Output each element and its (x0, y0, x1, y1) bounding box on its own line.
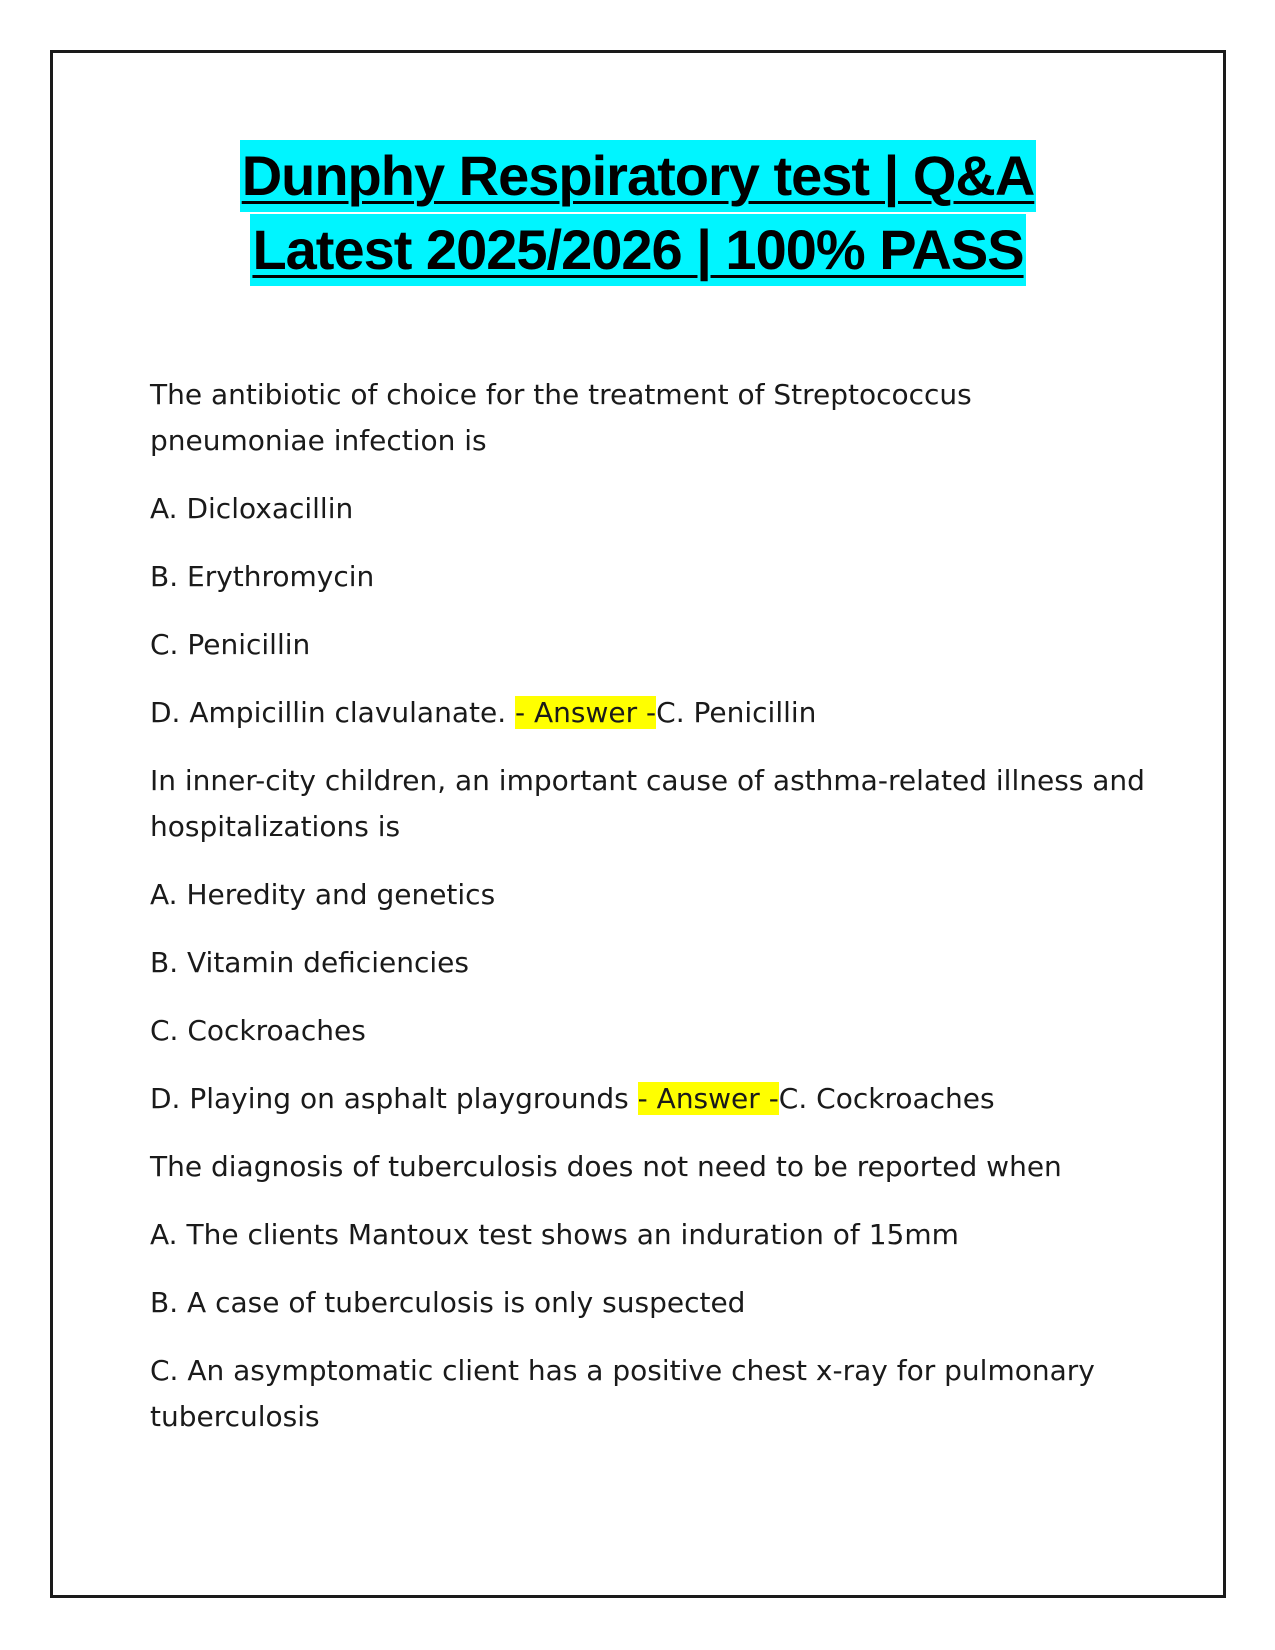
question-option-with-answer (150, 1076, 1150, 1122)
option-text: D. Ampicillin clavulanate. (150, 696, 507, 729)
question-option: B. A case of tuberculosis is only suspected (150, 1286, 746, 1319)
answer-text: C. Cockroaches (778, 1082, 995, 1115)
question-stem: The diagnosis of tuberculosis does not need to be reported when (150, 1150, 1062, 1183)
answer-text: C. Penicillin (656, 696, 817, 729)
question-option: A. Dicloxacillin (150, 492, 354, 525)
question-stem: In inner-city children, an important cause of asthma-related illness and hospitalizations is (150, 764, 1145, 843)
question-option: B. Erythromycin (150, 560, 375, 593)
title-line-1: Dunphy Respiratory test | Q&A (240, 140, 1037, 212)
question-stem: The antibiotic of choice for the treatment of Streptococcus pneumoniae infection is (150, 378, 972, 457)
question-option-with-answer (150, 690, 1150, 736)
question-option: C. An asymptomatic client has a positive chest x-ray for pulmonary tuberculosis (150, 1354, 1095, 1433)
answer-marker: - Answer - (515, 696, 657, 729)
answer-marker: - Answer - (637, 1082, 779, 1115)
option-text: D. Playing on asphalt playgrounds (150, 1082, 629, 1115)
question-option: B. Vitamin deficiencies (150, 946, 469, 979)
question-option: C. Penicillin (150, 628, 311, 661)
question-option: A. Heredity and genetics (150, 878, 496, 911)
question-option: C. Cockroaches (150, 1014, 366, 1047)
question-list (150, 372, 1150, 1462)
document-title (50, 140, 1226, 286)
question-option: A. The clients Mantoux test shows an induration of 15mm (150, 1218, 959, 1251)
title-line-2: Latest 2025/2026 | 100% PASS (250, 214, 1025, 286)
